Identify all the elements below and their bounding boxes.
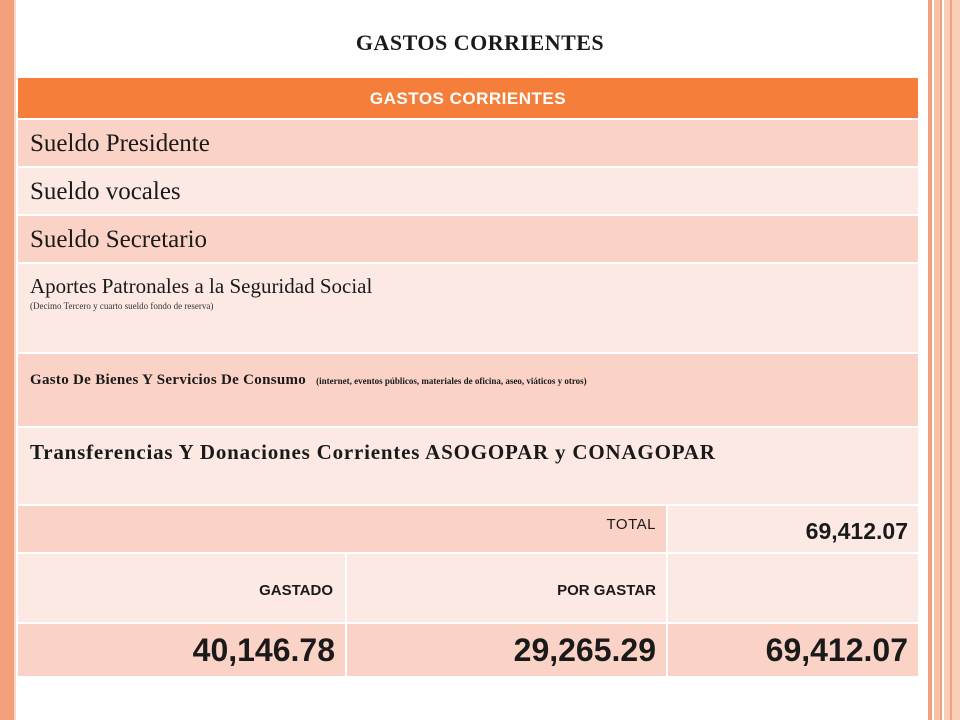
- left-border-inner: [14, 0, 16, 720]
- row-label-group: [30, 371, 587, 389]
- gastado-label: GASTADO: [259, 582, 333, 599]
- total-row: [18, 506, 918, 554]
- row-label: Aportes Patronales a la Seguridad Social: [30, 274, 373, 298]
- row-label: Sueldo Secretario: [30, 226, 208, 253]
- table-header: GASTOS CORRIENTES: [18, 78, 918, 120]
- table-row: [18, 120, 918, 168]
- gastado-value: 40,146.78: [192, 632, 335, 668]
- page-title: GASTOS CORRIENTES: [355, 30, 605, 55]
- table-row: [18, 216, 918, 264]
- right-border-stripe: [928, 0, 932, 720]
- right-border-stripe: [940, 0, 942, 720]
- row-note: (internet, eventos públicos, materiales de oficina, aseo, viáticos y otros): [316, 376, 587, 386]
- table-row: [18, 428, 918, 506]
- labels-row: [18, 554, 918, 624]
- right-border-stripe: [944, 0, 960, 720]
- final-total-value: 69,412.07: [666, 624, 918, 676]
- right-border-stripe: [950, 0, 952, 720]
- table-row: [18, 354, 918, 428]
- por-gastar-label: POR GASTAR: [345, 554, 666, 622]
- row-label: Gasto De Bienes Y Servicios De Consumo: [30, 372, 307, 388]
- row-label: Sueldo vocales: [30, 178, 181, 205]
- row-label: Transferencias Y Donaciones Corrientes ASOGOPAR y CONAGOPAR: [30, 440, 716, 464]
- por-gastar-value: 29,265.29: [345, 624, 666, 676]
- empty-cell: [666, 554, 918, 622]
- row-label: Sueldo Presidente: [30, 130, 210, 157]
- values-row: [18, 624, 918, 676]
- table-row: [18, 264, 918, 354]
- total-value: 69,412.07: [666, 506, 918, 552]
- expenses-table: [18, 78, 918, 676]
- table-row: [18, 168, 918, 216]
- left-border-accent: [0, 0, 14, 720]
- row-note: (Decimo Tercero y cuarto sueldo fondo de reserva): [30, 301, 214, 311]
- total-label: TOTAL: [606, 516, 656, 533]
